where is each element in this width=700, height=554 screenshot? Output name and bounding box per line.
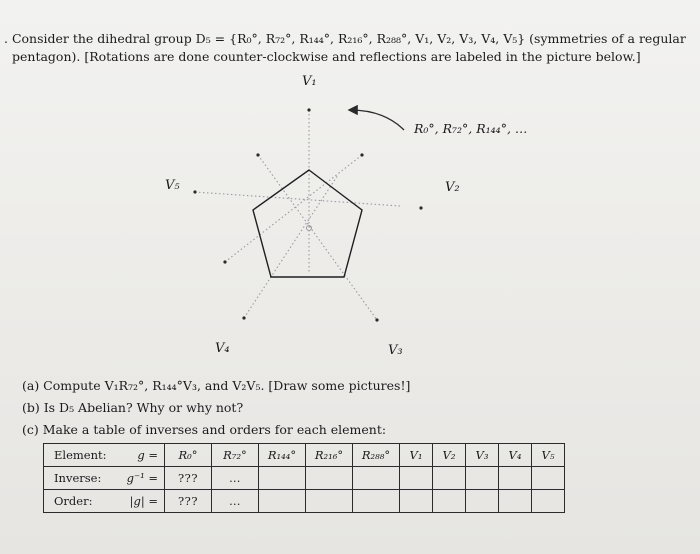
table-cell: ???: [165, 490, 212, 513]
label-v1: V₁: [302, 74, 317, 89]
table-cell: [259, 467, 306, 490]
table-cell: [400, 490, 433, 513]
table-cell: [353, 490, 400, 513]
table-cell: [466, 490, 499, 513]
row-header: [44, 467, 165, 490]
table-cell: R₇₂°: [212, 444, 259, 467]
table-cell: V₅: [532, 444, 565, 467]
table-row-element: [44, 444, 565, 467]
label-v4: V₄: [215, 341, 230, 356]
axis-v4-diag: [225, 155, 362, 262]
table-cell: …: [212, 467, 259, 490]
inverse-order-table: [43, 443, 565, 513]
table-cell: [259, 490, 306, 513]
label-v3: V₃: [388, 343, 403, 358]
row-header: [44, 444, 165, 467]
problem-line-1: . Consider the dihedral group D₅ = {R₀°, R₇₂°, R₁₄₄°, R₂₁₆°, R₂₈₈°, V₁, V₂, V₃, V₄, V₅} (symmetries of a regular: [4, 31, 686, 46]
row-symbol: g⁻¹ =: [126, 471, 158, 485]
table-cell: V₃: [466, 444, 499, 467]
reflection-axes: [195, 110, 400, 320]
table-cell: [400, 467, 433, 490]
row-name: Order:: [54, 494, 93, 508]
axis-v5-v2: [195, 192, 400, 206]
table-cell: [306, 490, 353, 513]
question-b: (b) Is D₅ Abelian? Why or why not?: [22, 400, 244, 415]
table-cell: V₂: [433, 444, 466, 467]
row-symbol: g =: [137, 448, 158, 462]
question-c: (c) Make a table of inverses and orders for each element:: [22, 422, 387, 437]
table-cell: [499, 490, 532, 513]
row-name: Element:: [54, 448, 107, 462]
table-cell: …: [212, 490, 259, 513]
rotation-label: R₀°, R₇₂°, R₁₄₄°, …: [414, 121, 528, 136]
rotation-arrow: [350, 110, 404, 130]
table-cell: V₄: [499, 444, 532, 467]
table-cell: [499, 467, 532, 490]
question-a: (a) Compute V₁R₇₂°, R₁₄₄°V₃, and V₂V₅. [Draw some pictures!]: [22, 378, 411, 393]
table-row-inverse: [44, 467, 565, 490]
table-cell: R₀°: [165, 444, 212, 467]
table-cell: [433, 490, 466, 513]
axis-endpoints: [193, 108, 422, 321]
row-name: Inverse:: [54, 471, 102, 485]
problem-line-2: pentagon). [Rotations are done counter-clockwise and reflections are labeled in the picture below.]: [12, 49, 641, 64]
row-header: [44, 490, 165, 513]
table-cell: ???: [165, 467, 212, 490]
table-cell: [433, 467, 466, 490]
table-cell: R₂₈₈°: [353, 444, 400, 467]
table-cell: [466, 467, 499, 490]
table-cell: V₁: [400, 444, 433, 467]
table-cell: [306, 467, 353, 490]
axis-v3: [258, 155, 377, 320]
row-symbol: |g| =: [129, 494, 158, 508]
label-v5: V₅: [165, 178, 180, 193]
table-cell: [353, 467, 400, 490]
label-v2: V₂: [445, 180, 460, 195]
table-cell: R₁₄₄°: [259, 444, 306, 467]
table-row-order: [44, 490, 565, 513]
table-cell: [532, 490, 565, 513]
table-cell: R₂₁₆°: [306, 444, 353, 467]
table-cell: [532, 467, 565, 490]
